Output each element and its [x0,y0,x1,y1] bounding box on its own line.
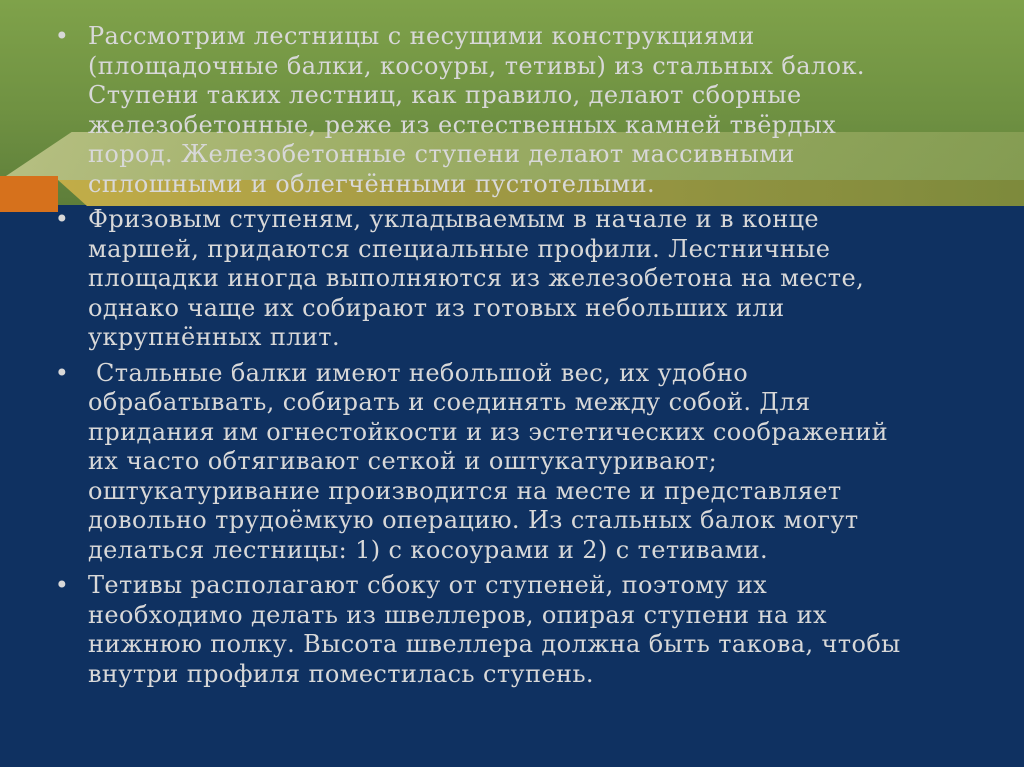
bullet-item [52,22,992,199]
paragraph-text [88,205,992,353]
bullet-item [52,571,992,689]
slide-body [52,22,992,695]
text-line: площадки иногда выполняются из железобетона на месте, [88,264,865,292]
bullet-list [52,22,992,689]
text-line: Ступени таких лестниц, как правило, делают сборные [88,81,802,109]
text-line: Стальные балки имеют небольшой вес, их удобно [88,358,749,387]
text-line: их часто обтягивают сеткой и оштукатуривают; [88,447,718,475]
text-line: железобетонные, реже из естественных камней твёрдых [88,110,837,139]
text-line: Фризовым ступеням, укладываемым в начале и в конце [88,205,820,233]
text-line: придания им огнестойкости и из эстетических соображений [88,417,889,446]
text-line: делаться лестницы: 1) с косоурами и 2) с тетивами. [88,535,769,564]
text-line: пород. Железобетонные ступени делают массивными [88,140,795,168]
decorative-orange-block [0,176,58,212]
bullet-icon: • [54,358,70,387]
text-line: однако чаще их собирают из готовых небольших или [88,293,785,322]
paragraph-text [88,571,992,689]
text-line: обрабатывать, собирать и соединять между собой. Для [88,388,811,416]
text-line: (площадочные балки, косоуры, тетивы) из стальных балок. [88,51,865,80]
text-line: укрупнённых плит. [88,323,341,351]
text-line: нижнюю полку. Высота швеллера должна быть такова, чтобы [88,630,901,658]
bullet-item [52,205,992,353]
paragraph-text [88,359,992,566]
text-line: необходимо делать из швеллеров, опирая ступени на их [88,600,827,629]
text-line: сплошными и облегчёнными пустотелыми. [88,169,656,198]
text-line: оштукатуривание производится на месте и представляет [88,476,842,505]
bullet-icon: • [54,205,70,233]
bullet-item [52,359,992,566]
text-line: довольно трудоёмкую операцию. Из стальных балок могут [88,506,859,534]
text-line: маршей, придаются специальные профили. Лестничные [88,234,831,263]
text-line: Рассмотрим лестницы с несущими конструкциями [88,22,755,50]
text-line: внутри профиля поместилась ступень. [88,659,594,688]
paragraph-text [88,22,992,199]
text-line: Тетивы располагают сбоку от ступеней, поэтому их [88,571,768,599]
bullet-icon: • [54,571,70,599]
bullet-icon: • [54,22,70,50]
